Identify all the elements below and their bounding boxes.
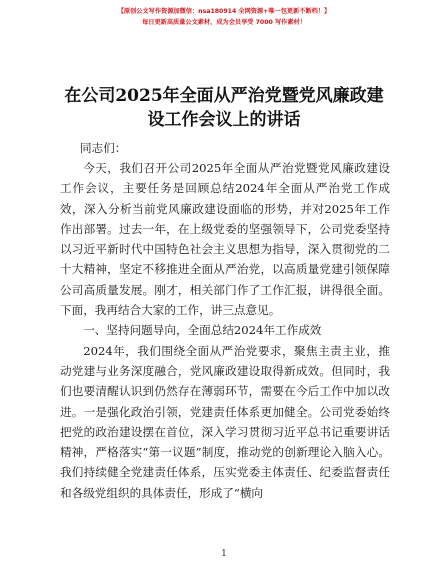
document-title: 在公司2025年全面从严治党暨党风廉政建设工作会议上的讲话 [64,86,384,130]
page-number: 1 [221,549,227,559]
paragraph-intro: 今天，我们召开公司2025年全面从严治党暨党风廉政建设工作会议，主要任务是回顾总结2024年全面从严治党工作成效，深入分析当前党风廉政建设面临的形势，并对2025年工作作出部署。过去一年，在上级党委的坚强领导下，公司党委坚持以习近平新时代中国特色社会主义思想为指导，深入贯彻党的二十大精神，坚定不移推进全面从严治党，以高质量党建引领保障公司高质量发展。刚才，相关部门作了工作汇报，讲得很全面。下面，我再结合大家的工作，讲三点意见。 [60,161,390,318]
promo-banner [0,6,448,28]
section-heading-1: 一、坚持问题导向，全面总结2024年工作成效 [83,323,322,338]
document-body [60,158,390,503]
promo-line-1: 【原创公文写作资源加微信：nsa180914 全网资源+唯一包更新不断档！】 [117,8,331,15]
salutation: 同志们： [80,141,127,155]
promo-line-2: 每日更新高质量公文素材，成为会员享受 7000 写作素材！ [142,19,306,26]
paragraph-2024-review: 2024年，我们围绕全面从严治党要求，聚焦主责主业，推动党建与业务深度融合，党风廉政建设取得新成效。但同时，我们也要清醒认识到仍然存在薄弱环节，需要在今后工作中加以改进。一是强化政治引领，党建责任体系更加健全。公司党委始终把党的政治建设摆在首位，深入学习贯彻习近平总书记重要讲话精神，严格落实“第一议题”制度，推动党的创新理论入脑入心。我们持续健全党建责任体系，压实党委主体责任、纪委监督责任和各级党组织的具体责任，形成了“横向 [60,343,390,500]
